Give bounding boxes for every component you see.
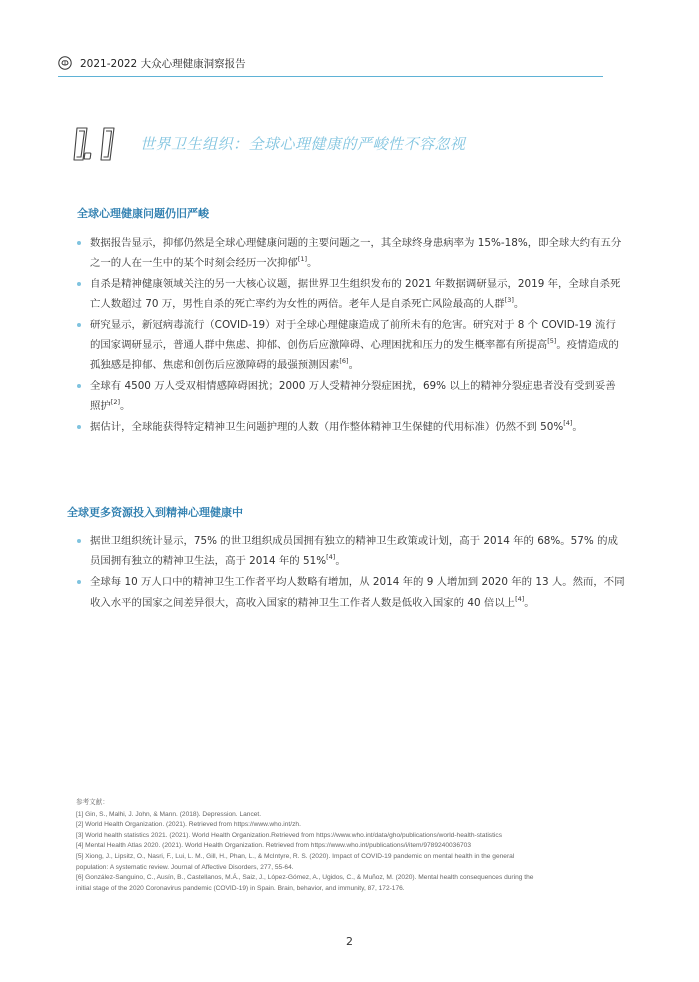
bullet-dot-icon bbox=[77, 241, 81, 245]
bullet-dot-icon bbox=[77, 282, 81, 286]
bullet-item bbox=[77, 315, 625, 376]
bullet-list-2 bbox=[77, 531, 625, 614]
bullet-text: 据世卫组织统计显示，75% 的世卫组织成员国拥有独立的精神卫生政策或计划，高于 2014 年的 68%。57% 的成员国拥有独立的精神卫生法，高于 2014 年的 51% bbox=[90, 535, 618, 568]
bullet-dot-icon bbox=[77, 323, 81, 327]
bullet-text: 全球每 10 万人口中的精神卫生工作者平均人数略有增加，从 2014 年的 9 人增加到 2020 年的 13 人。然而，不同收入水平的国家之间差异很大，高收入国家的精神卫生工作者人数是低收入国家的 40 倍以上 bbox=[90, 576, 625, 609]
bullet-list-1 bbox=[77, 233, 625, 438]
bullet-text: 数据报告显示，抑郁仍然是全球心理健康问题的主要问题之一，其全球终身患病率为 15%-18%，即全球大约有五分之一的人在一生中的某个时刻会经历一次抑郁 bbox=[90, 237, 622, 270]
bullet-item bbox=[77, 417, 625, 437]
bullet-text: 研究显示，新冠病毒流行（COVID-19）对于全球心理健康造成了前所未有的危害。研究对于 8 个 COVID-19 流行的国家调研显示，普通人群中焦虑、抑郁、创伤后应激障碍、心理困扰和压力的发生概率都有所提高 bbox=[90, 318, 616, 352]
bullet-tail: 。 bbox=[513, 298, 525, 311]
citation-ref: [5] bbox=[547, 337, 557, 346]
subsection-heading-1: 全球心理健康问题仍旧严峻 bbox=[77, 207, 209, 220]
bullet-text: 自杀是精神健康领域关注的另一大核心议题，据世界卫生组织发布的 2021 年数据调研显示，2019 年，全球自杀死亡人数超过 70 万，男性自杀的死亡率约为女性的两倍。老年人是自杀死亡风险最高的人群 bbox=[90, 277, 621, 311]
bullet-item bbox=[77, 274, 625, 314]
bullet-tail: 。 bbox=[120, 400, 131, 413]
page-number: 2 bbox=[346, 935, 353, 948]
reference-line: [5] Xiong, J., Lipsitz, O., Nasri, F., Lui, L. M., Gill, H., Phan, L., & McIntyre, R. S. (2020). Impact of COVID-19 pandemic on mental health in the general bbox=[76, 852, 515, 860]
bullet-tail: 。 bbox=[524, 596, 535, 609]
citation-ref: [4] bbox=[515, 594, 525, 603]
bullet-dot-icon bbox=[77, 539, 81, 543]
bullet-tail: 。 bbox=[348, 359, 359, 372]
reference-line: [2] World Health Organization. (2021). Retrieved from https://www.who.int/zh. bbox=[76, 821, 301, 829]
citation-ref: [3] bbox=[504, 296, 514, 305]
citation-ref: [4] bbox=[326, 553, 336, 562]
bullet-tail: 。 bbox=[572, 420, 583, 433]
bullet-item bbox=[77, 233, 625, 273]
bullet-item bbox=[77, 572, 625, 612]
bullet-text: 据估计，全球能获得特定精神卫生问题护理的人数（用作整体精神卫生保健的代用标准）仍然不到 50% bbox=[90, 420, 564, 433]
bullet-item bbox=[77, 531, 625, 571]
citation-ref: [6] bbox=[339, 357, 349, 366]
bullet-dot-icon bbox=[77, 580, 81, 584]
bullet-dot-icon bbox=[77, 425, 81, 429]
report-title: 2021-2022 大众心理健康洞察报告 bbox=[80, 58, 246, 70]
reference-line: [4] Mental Health Atlas 2020. (2021). World Health Organization. Retrieved from https://www.who.int/publications/i/item/9789240036703 bbox=[76, 842, 471, 850]
references bbox=[76, 798, 636, 894]
subsection-heading-2: 全球更多资源投入到精神心理健康中 bbox=[67, 506, 243, 519]
bullet-tail: 。 bbox=[307, 257, 318, 270]
reference-line: [3] World health statistics 2021. (2021). World Health Organization.Retrieved from https://www.who.int/data/gho/publications/world-health-statistics bbox=[76, 831, 502, 839]
brain-circle-logo-icon bbox=[58, 56, 72, 70]
bullet-tail: 。疫情造成的孤独感是抑郁、焦虑和创伤后应激障碍的最强预测因素 bbox=[90, 339, 619, 372]
section-number-graphic bbox=[73, 124, 125, 164]
reference-line: initial stage of the 2020 Coronavirus pandemic (COVID-19) in Spain. Brain, behavior, and immunity, 87, 172-176. bbox=[76, 884, 405, 892]
page-header bbox=[58, 54, 603, 77]
section-title: 世界卫生组织：全球心理健康的严峻性不容忽视 bbox=[140, 135, 466, 153]
bullet-text: 全球有 4500 万人受双相情感障碍困扰；2000 万人受精神分裂症困扰，69% 以上的精神分裂症患者没有受到妥善照护 bbox=[90, 379, 616, 413]
reference-line: [1] Gin, S., Malhi, J. John, & Mann. (2018). Depression. Lancet. bbox=[76, 810, 262, 818]
citation-ref: [4] bbox=[563, 418, 573, 427]
references-title: 参考文献： bbox=[76, 799, 109, 806]
bullet-item bbox=[77, 376, 625, 416]
reference-line: population: A systematic review. Journal of Affective Disorders, 277, 55-64. bbox=[76, 863, 294, 871]
citation-ref: [1] bbox=[297, 255, 308, 264]
bullet-tail: 。 bbox=[335, 555, 346, 568]
reference-line: [6] González-Sanguino, C., Ausín, B., Castellanos, M.Á., Saiz, J., López-Gómez, A., Ugidos, C., & Muñoz, M. (2020). Mental health consequences during the bbox=[76, 874, 534, 882]
citation-ref: [2] bbox=[110, 398, 120, 407]
bullet-dot-icon bbox=[77, 384, 81, 388]
